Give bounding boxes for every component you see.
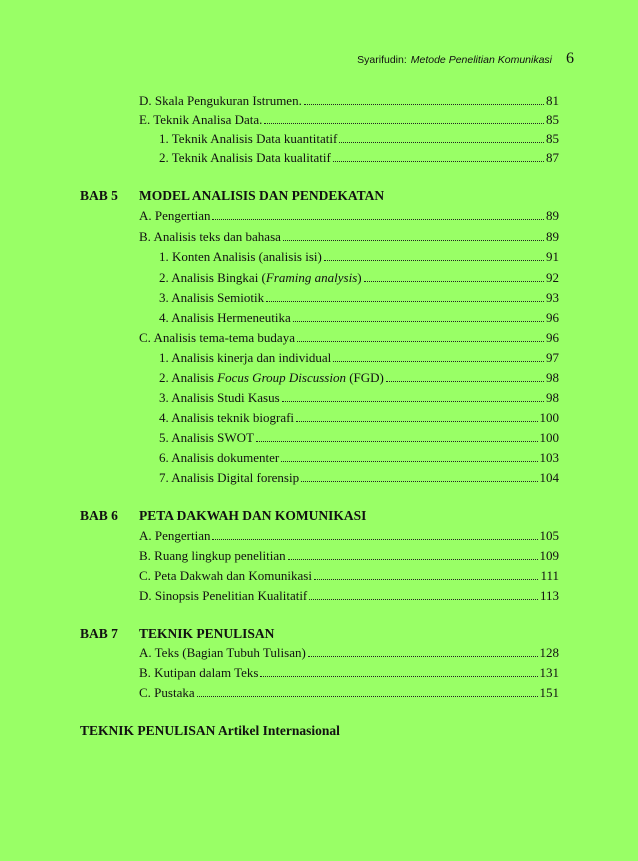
toc-entry-page: 96 bbox=[546, 310, 559, 325]
chapter-title: PETA DAKWAH DAN KOMUNIKASI bbox=[139, 508, 367, 523]
toc-entry-label: 1. Konten Analisis (analisis isi) bbox=[159, 249, 322, 264]
toc-entry-label: 3. Analisis Semiotik bbox=[159, 290, 265, 305]
toc-entry-page: 151 bbox=[539, 685, 559, 700]
toc-entry bbox=[139, 587, 559, 605]
dot-leader bbox=[308, 645, 538, 657]
toc-entry-page: 100 bbox=[539, 430, 559, 445]
toc-entry bbox=[159, 309, 559, 327]
dot-leader bbox=[281, 450, 537, 462]
toc-entry bbox=[159, 269, 559, 287]
toc-entry-page: 100 bbox=[539, 410, 559, 425]
toc-entry-label: C. Pustaka bbox=[139, 685, 195, 700]
toc-entry-page: 111 bbox=[540, 568, 559, 583]
toc-entry-label bbox=[159, 269, 362, 287]
toc-entry bbox=[139, 567, 559, 585]
toc-entry-label: 5. Analisis SWOT bbox=[159, 430, 254, 445]
dot-leader bbox=[304, 93, 544, 105]
dot-leader bbox=[333, 150, 544, 162]
toc-entry-page: 103 bbox=[539, 450, 559, 465]
toc-entry-label: D. Skala Pengukuran Istrumen. bbox=[139, 93, 302, 108]
dot-leader bbox=[283, 229, 544, 241]
toc-entry bbox=[159, 149, 559, 167]
running-header bbox=[357, 50, 574, 68]
toc-entry-page: 81 bbox=[546, 93, 559, 108]
toc-entry bbox=[139, 547, 559, 565]
toc-entry-label: 7. Analisis Digital forensip bbox=[159, 470, 300, 485]
dot-leader bbox=[256, 430, 538, 442]
dot-leader bbox=[333, 350, 544, 362]
dot-leader bbox=[301, 470, 537, 482]
toc-entry-page: 92 bbox=[546, 270, 559, 285]
dot-leader bbox=[296, 410, 537, 422]
toc-entry-page: 93 bbox=[546, 290, 559, 305]
chapter-number: BAB 5 bbox=[80, 188, 118, 203]
chapter-number: BAB 7 bbox=[80, 626, 118, 641]
dot-leader bbox=[288, 548, 538, 560]
toc-entry-page: 131 bbox=[539, 665, 559, 680]
dot-leader bbox=[212, 208, 544, 220]
dot-leader bbox=[282, 390, 544, 402]
label-part: ) bbox=[357, 270, 362, 285]
toc-entry bbox=[159, 349, 559, 367]
toc-entry-label: C. Peta Dakwah dan Komunikasi bbox=[139, 568, 312, 583]
toc-entry-page: 87 bbox=[546, 150, 559, 165]
toc-entry-label: 4. Analisis Hermeneutika bbox=[159, 310, 291, 325]
toc-entry-label: C. Analisis tema-tema budaya bbox=[139, 330, 295, 345]
toc-entry-label: 1. Analisis kinerja dan individual bbox=[159, 350, 332, 365]
toc-entry-page: 128 bbox=[539, 645, 559, 660]
toc-entry-page: 97 bbox=[546, 350, 559, 365]
label-emphasis: Focus Group Discussion bbox=[217, 370, 346, 385]
toc-entry-page: 89 bbox=[546, 229, 559, 244]
toc-entry-page: 98 bbox=[546, 390, 559, 405]
toc-entry bbox=[159, 409, 559, 427]
header-page-number: 6 bbox=[566, 50, 574, 67]
toc-entry-page: 104 bbox=[539, 470, 559, 485]
toc-entry bbox=[159, 469, 559, 487]
toc-entry bbox=[139, 664, 559, 682]
toc-entry bbox=[159, 449, 559, 467]
dot-leader bbox=[266, 290, 544, 302]
dot-leader bbox=[309, 588, 538, 600]
toc-entry-page: 98 bbox=[546, 370, 559, 385]
toc-entry bbox=[159, 429, 559, 447]
toc-entry-page: 91 bbox=[546, 249, 559, 264]
toc-entry bbox=[159, 289, 559, 307]
dot-leader bbox=[212, 528, 537, 540]
label-part: (FGD) bbox=[345, 370, 384, 385]
toc-entry-page: 85 bbox=[546, 112, 559, 127]
toc-entry-label: A. Pengertian bbox=[139, 208, 211, 223]
dot-leader bbox=[297, 330, 544, 342]
toc-entry-page: 105 bbox=[539, 528, 559, 543]
dot-leader bbox=[324, 249, 544, 261]
toc-entry-page: 96 bbox=[546, 330, 559, 345]
toc-entry-label: 6. Analisis dokumenter bbox=[159, 450, 280, 465]
dot-leader bbox=[386, 370, 544, 382]
toc-entry-label: 2. Teknik Analisis Data kualitatif bbox=[159, 150, 331, 165]
dot-leader bbox=[197, 685, 538, 697]
chapter-number: BAB 6 bbox=[80, 508, 118, 523]
toc-entry bbox=[139, 644, 559, 662]
toc-entry-page: 89 bbox=[546, 208, 559, 223]
toc-entry-label: A. Pengertian bbox=[139, 528, 211, 543]
dot-leader bbox=[364, 270, 544, 282]
toc-entry bbox=[139, 228, 559, 246]
chapter-title: TEKNIK PENULISAN bbox=[139, 626, 275, 641]
dot-leader bbox=[264, 112, 544, 124]
chapter-title: MODEL ANALISIS DAN PENDEKATAN bbox=[139, 188, 385, 203]
toc-entry bbox=[159, 389, 559, 407]
final-heading: TEKNIK PENULISAN Artikel Internasional bbox=[80, 723, 340, 738]
toc-entry-label: 3. Analisis Studi Kasus bbox=[159, 390, 280, 405]
toc-entry-label: B. Analisis teks dan bahasa bbox=[139, 229, 281, 244]
toc-entry bbox=[139, 207, 559, 225]
chapter-heading bbox=[80, 625, 274, 643]
toc-entry bbox=[139, 684, 559, 702]
label-part: 2. Analisis Bingkai ( bbox=[159, 270, 266, 285]
toc-entry bbox=[139, 527, 559, 545]
dot-leader bbox=[260, 665, 537, 677]
toc-entry bbox=[159, 248, 559, 266]
header-book-title: Metode Penelitian Komunikasi bbox=[410, 54, 552, 66]
toc-entry-label: 1. Teknik Analisis Data kuantitatif bbox=[159, 131, 338, 146]
toc-entry-page: 113 bbox=[539, 588, 559, 603]
toc-entry-page: 85 bbox=[546, 131, 559, 146]
dot-leader bbox=[293, 310, 544, 322]
toc-entry bbox=[159, 130, 559, 148]
dot-leader bbox=[339, 131, 544, 143]
label-emphasis: Framing analysis bbox=[265, 270, 358, 285]
toc-entry bbox=[159, 369, 559, 387]
dot-leader bbox=[314, 568, 539, 580]
toc-entry-label: 4. Analisis teknik biografi bbox=[159, 410, 295, 425]
toc-entry bbox=[139, 111, 559, 129]
toc-entry-label bbox=[159, 369, 384, 387]
toc-entry bbox=[139, 92, 559, 110]
toc-entry-page: 109 bbox=[539, 548, 559, 563]
chapter-heading bbox=[80, 507, 366, 525]
chapter-heading bbox=[80, 187, 384, 205]
header-author: Syarifudin: bbox=[357, 54, 407, 66]
toc-entry-label: D. Sinopsis Penelitian Kualitatif bbox=[139, 588, 308, 603]
label-part: 2. Analisis bbox=[159, 370, 218, 385]
toc-entry-label: A. Teks (Bagian Tubuh Tulisan) bbox=[139, 645, 306, 660]
toc-entry-label: B. Ruang lingkup penelitian bbox=[139, 548, 286, 563]
toc-entry-label: E. Teknik Analisa Data. bbox=[139, 112, 263, 127]
toc-entry-label: B. Kutipan dalam Teks bbox=[139, 665, 259, 680]
toc-entry bbox=[139, 329, 559, 347]
